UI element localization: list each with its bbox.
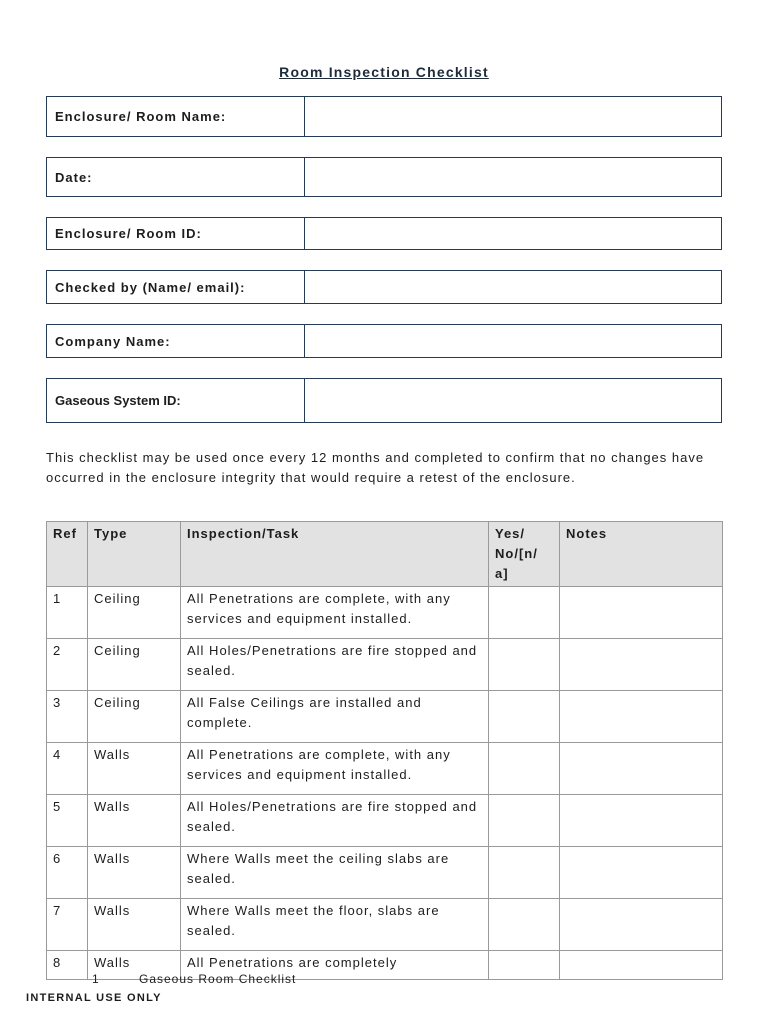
room-id-field	[46, 217, 722, 250]
classification-label: INTERNAL USE ONLY	[26, 992, 162, 1004]
row-ref: 8	[47, 951, 88, 980]
footer-page-number: 1	[92, 972, 100, 986]
date-input[interactable]	[305, 158, 721, 196]
table-row	[47, 639, 723, 691]
row-task: Where Walls meet the floor, slabs are sealed.	[181, 899, 489, 951]
table-row	[47, 587, 723, 639]
intro-paragraph: This checklist may be used once every 12 months and completed to confirm that no changes have occurred in the enclosure integrity that would require a retest of the enclosure.	[46, 450, 705, 485]
gaseous-system-id-label: Gaseous System ID:	[47, 379, 305, 422]
row-answer-cell[interactable]	[489, 847, 560, 899]
row-type: Walls	[88, 847, 181, 899]
row-ref: 4	[47, 743, 88, 795]
header-yes-no: Yes/ No/[n/ a]	[489, 522, 560, 587]
row-ref: 2	[47, 639, 88, 691]
table-row	[47, 691, 723, 743]
row-type: Ceiling	[88, 639, 181, 691]
row-ref: 1	[47, 587, 88, 639]
row-ref: 6	[47, 847, 88, 899]
row-answer-cell[interactable]	[489, 899, 560, 951]
company-name-input[interactable]	[305, 325, 721, 357]
row-type: Walls	[88, 795, 181, 847]
date-field	[46, 157, 722, 197]
row-notes-cell[interactable]	[560, 795, 723, 847]
date-label: Date:	[47, 158, 305, 196]
inspection-table	[46, 521, 723, 980]
room-name-field	[46, 96, 722, 137]
row-ref: 7	[47, 899, 88, 951]
row-task: All Penetrations are complete, with any services and equipment installed.	[181, 743, 489, 795]
row-notes-cell[interactable]	[560, 743, 723, 795]
header-task: Inspection/Task	[181, 522, 489, 587]
company-name-label: Company Name:	[47, 325, 305, 357]
checked-by-field	[46, 270, 722, 304]
table-row	[47, 899, 723, 951]
row-type: Ceiling	[88, 587, 181, 639]
row-ref: 3	[47, 691, 88, 743]
row-type: Ceiling	[88, 691, 181, 743]
row-task: All Penetrations are completely	[181, 951, 489, 980]
room-id-label: Enclosure/ Room ID:	[47, 218, 305, 249]
row-answer-cell[interactable]	[489, 691, 560, 743]
header-notes: Notes	[560, 522, 723, 587]
table-row	[47, 743, 723, 795]
row-type: Walls	[88, 899, 181, 951]
room-name-input[interactable]	[305, 97, 721, 136]
row-notes-cell[interactable]	[560, 847, 723, 899]
row-ref: 5	[47, 795, 88, 847]
checked-by-label: Checked by (Name/ email):	[47, 271, 305, 303]
row-answer-cell[interactable]	[489, 639, 560, 691]
row-task: All Holes/Penetrations are fire stopped and sealed.	[181, 639, 489, 691]
header-type: Type	[88, 522, 181, 587]
room-id-input[interactable]	[305, 218, 721, 249]
row-task: All Holes/Penetrations are fire stopped and sealed.	[181, 795, 489, 847]
table-row	[47, 795, 723, 847]
footer-document-title: Gaseous Room Checklist	[139, 972, 297, 986]
row-task: All False Ceilings are installed and complete.	[181, 691, 489, 743]
row-type: Walls	[88, 743, 181, 795]
gaseous-system-id-field	[46, 378, 722, 423]
table-header-row	[47, 522, 723, 587]
row-notes-cell[interactable]	[560, 639, 723, 691]
row-answer-cell[interactable]	[489, 951, 560, 980]
row-notes-cell[interactable]	[560, 951, 723, 980]
row-notes-cell[interactable]	[560, 587, 723, 639]
row-answer-cell[interactable]	[489, 795, 560, 847]
room-name-label: Enclosure/ Room Name:	[47, 97, 305, 136]
row-notes-cell[interactable]	[560, 691, 723, 743]
header-ref: Ref	[47, 522, 88, 587]
row-answer-cell[interactable]	[489, 743, 560, 795]
row-notes-cell[interactable]	[560, 899, 723, 951]
table-row	[47, 847, 723, 899]
row-task: All Penetrations are complete, with any services and equipment installed.	[181, 587, 489, 639]
row-task: Where Walls meet the ceiling slabs are sealed.	[181, 847, 489, 899]
checked-by-input[interactable]	[305, 271, 721, 303]
row-type: Walls	[88, 951, 181, 980]
row-answer-cell[interactable]	[489, 587, 560, 639]
document-title: Room Inspection Checklist	[279, 64, 489, 80]
gaseous-system-id-input[interactable]	[305, 379, 721, 422]
company-name-field	[46, 324, 722, 358]
